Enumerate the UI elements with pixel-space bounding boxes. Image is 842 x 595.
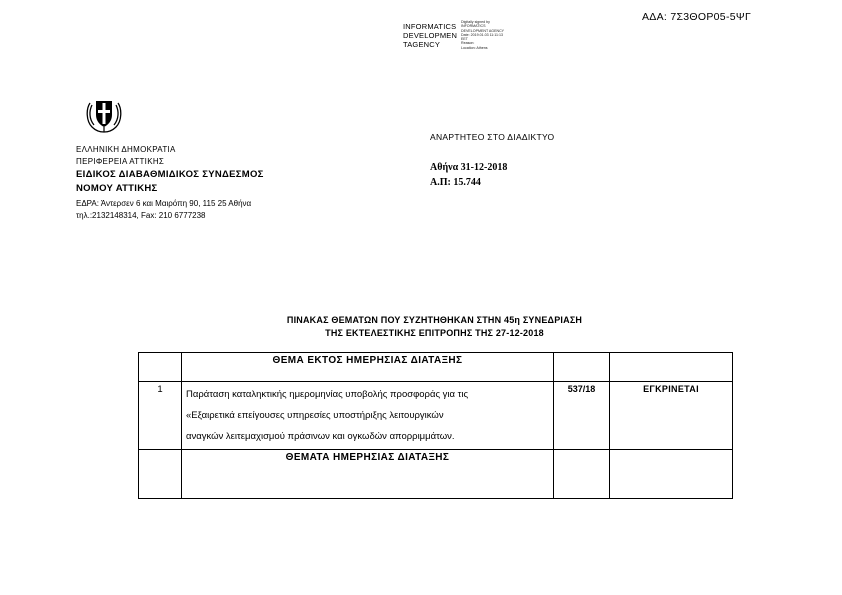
sender-country: ΕΛΛΗΝΙΚΗ ΔΗΜΟΚΡΑΤΙΑ [76,145,176,154]
section-header-agenda: ΘΕΜΑΤΑ ΗΜΕΡΗΣΙΑΣ ΔΙΑΤΑΞΗΣ [182,450,554,499]
decision-number: 537/18 [554,382,610,450]
ada-code: ΑΔΑ: 7Σ3ΘΟΡ05-5ΨΓ [642,11,752,23]
document-title-line1: ΠΙΝΑΚΑΣ ΘΕΜΑΤΩΝ ΠΟΥ ΣΥΖΗΤΗΘΗΚΑΝ ΣΤΗΝ 45η ΣΥΝΕΔΡΙΑΣΗ [286,315,583,325]
sender-org-region: ΝΟΜΟΥ ΑΤΤΙΚΗΣ [76,183,158,194]
greek-coat-of-arms-icon [82,95,126,135]
item-description [182,382,554,450]
section-header-extra-agenda: ΘΕΜΑ ΕΚΤΟΣ ΗΜΕΡΗΣΙΑΣ ΔΙΑΤΑΞΗΣ [182,353,554,382]
signature-detail-line: Location: Athens [461,45,488,50]
sender-phone: τηλ.:2132148314, Fax: 210 6777238 [76,211,206,220]
table-cell [139,450,182,499]
table-cell [554,450,610,499]
signature-detail-line: Reason: [461,41,475,46]
table-row [139,382,733,450]
digital-signature-label [403,22,457,49]
signature-detail-line: Date: 2019.01.03 11:11:13 [461,32,504,37]
signature-detail-line: Digitally signed by [461,20,490,24]
date-block [430,160,507,190]
topics-table [138,352,733,499]
sender-address: ΕΔΡΑ: Άντερσεν 6 και Μαιρόπη 90, 115 25 Αθήνα [76,199,252,208]
table-cell [139,353,182,382]
table-cell [610,353,733,382]
signature-detail-line: EET [461,37,468,42]
signature-label-line: INFORMATICS [403,22,457,31]
item-description-line: αναγκών λειτεμαχισμού πράσινων και ογκωδών απορριμμάτων. [186,431,455,442]
decision-status: ΕΓΚΡΙΝΕΤΑΙ [610,382,733,450]
sender-block [76,144,264,222]
digital-signature-details [461,20,504,50]
signature-label-line: DEVELOPMEN [403,31,458,40]
sender-org-name: ΕΙΔΙΚΟΣ ΔΙΑΒΑΘΜΙΔΙΚΟΣ ΣΥΝΔΕΣΜΟΣ [76,169,264,180]
table-cell [554,353,610,382]
document-date: Αθήνα 31-12-2018 [430,162,508,173]
item-number: 1 [139,382,182,450]
sender-region: ΠΕΡΙΦΕΡΕΙΑ ΑΤΤΙΚΗΣ [76,157,165,166]
protocol-number: Α.Π: 15.744 [430,177,481,188]
table-row [139,353,733,382]
table-cell [610,450,733,499]
posted-online-label: ΑΝΑΡΤΗΤΕΟ ΣΤΟ ΔΙΑΔΙΚΤΥΟ [430,132,555,142]
item-description-line: Παράταση καταληκτικής ημερομηνίας υποβολής προσφοράς για τις [186,389,469,400]
document-title-line2: ΤΗΣ ΕΚΤΕΛΕΣΤΙΚΗΣ ΕΠΙΤΡΟΠΗΣ ΤΗΣ 27-12-2018 [325,328,544,338]
signature-detail-line: INFORMATICS [461,24,486,29]
item-description-line: «Εξαιρετικά επείγουσες υπηρεσίες υποστήριξης λειτουργικών [186,410,444,421]
signature-detail-line: DEVELOPMENT AGENCY [461,28,505,33]
table-row [139,450,733,499]
signature-label-line: TAGENCY [403,40,441,49]
